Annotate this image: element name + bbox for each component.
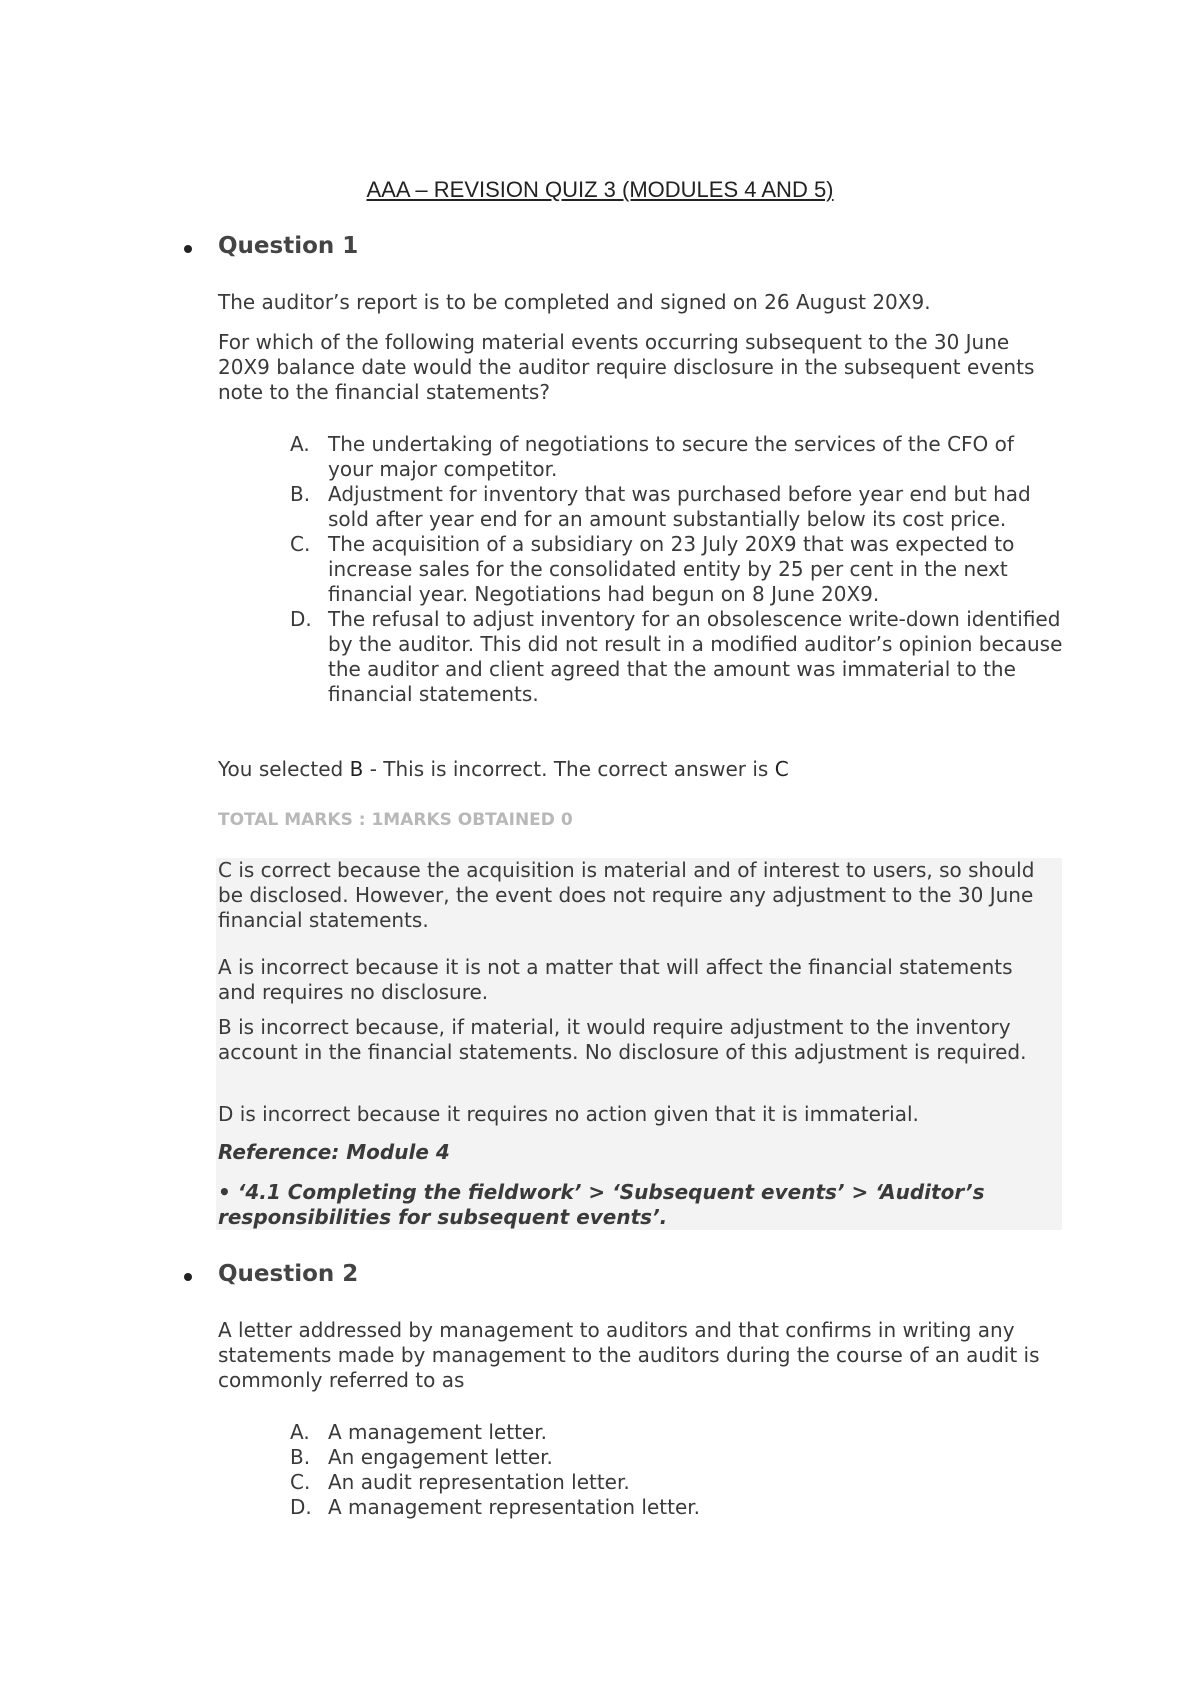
option-text: An audit representation letter. <box>328 1470 630 1494</box>
question-2-heading: Question 2 <box>218 1261 359 1287</box>
marks-summary: TOTAL MARKS : 1MARKS OBTAINED 0 <box>218 810 573 830</box>
option-text: The undertaking of negotiations to secure the services of the CFO of your major competitor. <box>328 432 1014 481</box>
option-a <box>290 432 1065 482</box>
option-letter: A. <box>290 1420 310 1444</box>
explanation-box <box>216 858 1062 1230</box>
explanation-d: D is incorrect because it requires no action given that it is immaterial. <box>218 1102 919 1126</box>
option-text: A management letter. <box>328 1420 547 1444</box>
question-1-heading: Question 1 <box>218 233 359 259</box>
question-1-intro: The auditor’s report is to be completed and signed on 26 August 20X9. <box>218 290 931 314</box>
reference-path: • ‘4.1 Completing the fieldwork’ > ‘Subsequent events’ > ‘Auditor’s responsibilities for subsequent events’. <box>218 1180 985 1229</box>
option-d <box>290 607 1065 707</box>
question-1-text: For which of the following material events occurring subsequent to the 30 June 20X9 balance date would the auditor require disclosure in the subsequent events note to the financial statements? <box>218 330 1035 404</box>
option-text: An engagement letter. <box>328 1445 553 1469</box>
option-c <box>290 1470 1065 1495</box>
option-d <box>290 1495 1065 1520</box>
answer-feedback <box>218 757 789 781</box>
bullet-icon <box>184 1273 192 1281</box>
option-text: The refusal to adjust inventory for an obsolescence write-down identified by the auditor. This did not result in a modified auditor’s opinion because the auditor and client agreed that the amount was immaterial to the financial statements. <box>328 607 1063 706</box>
explanation-b: B is incorrect because, if material, it would require adjustment to the inventory account in the financial statements. No disclosure of this adjustment is required. <box>218 1015 1027 1064</box>
option-letter: A. <box>290 432 310 456</box>
option-letter: C. <box>290 532 311 556</box>
reference-module: Reference: Module 4 <box>218 1140 450 1164</box>
option-letter: D. <box>290 1495 312 1519</box>
feedback-middle: - This is incorrect. The correct answer is <box>363 757 775 781</box>
explanation-c: C is correct because the acquisition is material and of interest to users, so should be disclosed. However, the event does not require any adjustment to the 30 June financial statements. <box>218 858 1035 932</box>
question-1-options <box>290 432 1065 707</box>
option-letter: B. <box>290 1445 311 1469</box>
option-b <box>290 482 1065 532</box>
option-c <box>290 532 1065 607</box>
explanation-a: A is incorrect because it is not a matter that will affect the financial statements and requires no disclosure. <box>218 955 1013 1004</box>
question-2-options <box>290 1420 1065 1520</box>
option-letter: C. <box>290 1470 311 1494</box>
option-b <box>290 1445 1065 1470</box>
question-2-text: A letter addressed by management to auditors and that confirms in writing any statements made by management to the auditors during the course of an audit is commonly referred to as <box>218 1318 1040 1392</box>
page-title: AAA – REVISION QUIZ 3 (MODULES 4 AND 5) <box>366 177 834 202</box>
bullet-icon <box>184 245 192 253</box>
option-letter: B. <box>290 482 311 506</box>
option-letter: D. <box>290 607 312 631</box>
option-text: A management representation letter. <box>328 1495 701 1519</box>
correct-answer: C <box>774 757 789 781</box>
selected-answer: B <box>349 757 364 781</box>
feedback-prefix: You selected <box>218 757 350 781</box>
option-text: Adjustment for inventory that was purchased before year end but had sold after year end for an amount substantially below its cost price. <box>328 482 1031 531</box>
option-text: The acquisition of a subsidiary on 23 July 20X9 that was expected to increase sales for the consolidated entity by 25 per cent in the next financial year. Negotiations had begun on 8 June 20X9. <box>328 532 1015 606</box>
option-a <box>290 1420 1065 1445</box>
